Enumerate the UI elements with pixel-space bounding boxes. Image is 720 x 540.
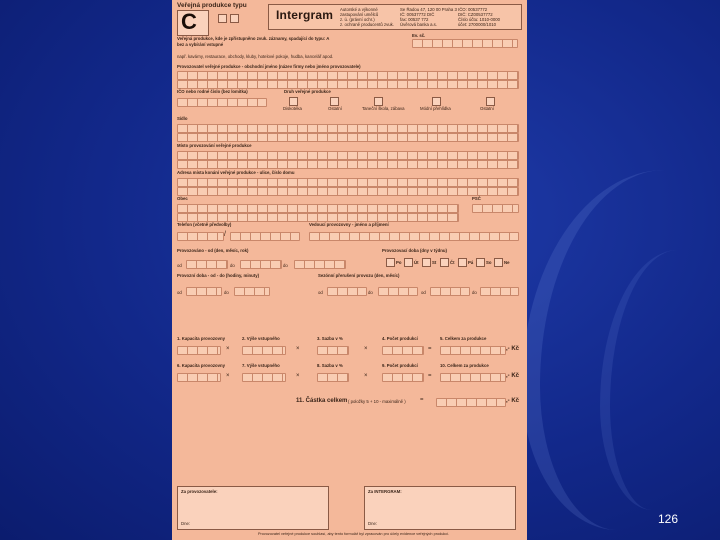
times-sign: × — [364, 373, 368, 379]
day-label: St — [432, 260, 437, 265]
day-label: Čt — [450, 260, 455, 265]
psc-field[interactable] — [472, 204, 519, 213]
entry-fee-field[interactable] — [242, 373, 286, 382]
entry-fee-field[interactable] — [242, 346, 286, 355]
day-checkbox[interactable] — [458, 258, 467, 267]
signature-label: Za INTERGRAM: — [368, 489, 402, 494]
vedouci-field[interactable] — [309, 232, 519, 241]
total-field[interactable] — [440, 346, 506, 355]
sezonni-label: Sezónní přerušení provozu (den, měsíc) — [318, 273, 400, 278]
calc-label: 9. Počet produkcí — [382, 363, 418, 368]
date-to-field[interactable] — [240, 260, 282, 269]
provozovano-label: Provozováno - od (den, měsíc, rok) — [177, 248, 249, 253]
form-title: Veřejná produkce typu — [177, 2, 247, 9]
intro-line: bez a vybírání vstupné — [177, 42, 224, 47]
season-to-field[interactable] — [378, 287, 418, 296]
telefon-field[interactable] — [230, 232, 300, 241]
calc-label: 5. Celkem za produkce — [440, 336, 487, 341]
provozni-doba-label: Provozní doba - od - do (hodiny, minuty) — [177, 273, 260, 278]
slash: / — [224, 231, 226, 238]
signature-box-intergram[interactable] — [364, 486, 516, 530]
do-label: do — [472, 290, 477, 295]
druh-option: Taneční škola, zábava — [362, 106, 405, 111]
day-label: So — [486, 260, 492, 265]
total-label: 11. Částka celkem — [296, 398, 348, 404]
calc-label: 8. Sazba v % — [317, 363, 343, 368]
date-from-field[interactable] — [186, 260, 228, 269]
druh-option: Módní přehlídka — [420, 106, 451, 111]
adresa-label: Adresa místa konání veřejné produkce - ulice, číslo domu — [177, 170, 295, 175]
signature-box-operator[interactable] — [177, 486, 329, 530]
intro-line: např. kavárny, restaurace, obchody, kluby, hotelové pokoje, hudba, kancelář apod. — [177, 54, 334, 59]
druh-label: Druh veřejné produkce — [284, 89, 331, 94]
times-sign: × — [296, 373, 300, 379]
currency-label: ,- Kč — [506, 398, 520, 404]
day-checkbox[interactable] — [422, 258, 431, 267]
druh-option: Diskotéka — [283, 106, 302, 111]
telefon-prefix-field[interactable] — [177, 232, 224, 241]
vedouci-label: Vedoucí provozovny - jméno a příjmení — [309, 222, 389, 227]
druh-checkbox[interactable] — [432, 97, 441, 106]
grand-total-field[interactable] — [436, 398, 506, 407]
ico-label: IČO nebo rodné číslo (bez lomítka) — [177, 89, 248, 94]
calc-label: 4. Počet produkcí — [382, 336, 418, 341]
od-label: od — [318, 290, 323, 295]
calc-label: 6. Kapacita provozovny — [177, 363, 225, 368]
total-field[interactable] — [440, 373, 506, 382]
currency-label: ,- Kč — [506, 373, 520, 379]
day-checkbox[interactable] — [440, 258, 449, 267]
druh-option: Ostatní — [480, 106, 494, 111]
footer-note: Provozovatel veřejné produkce souhlasí, aby tento formulář byl zpracován pro účely evidence veřejných produkcí. — [258, 532, 450, 536]
checkbox[interactable] — [230, 14, 239, 23]
document-form — [172, 0, 527, 540]
date-label: Dne: — [368, 521, 378, 526]
signature-label: Za provozovatele: — [181, 489, 218, 494]
header-col-3: IČO: 00537772 DIČ: CZ00537772 Číslo účtu: 1010-0000 účet: 2700000/1010 — [458, 7, 501, 27]
day-label: Út — [414, 260, 419, 265]
do-label: do — [224, 290, 229, 295]
date-label: Dne: — [181, 521, 191, 526]
day-checkbox[interactable] — [386, 258, 395, 267]
equals-sign: = — [428, 346, 432, 352]
times-sign: × — [296, 346, 300, 352]
provozovaci-doba-label: Provozovací doba (dny v týdnu) — [382, 248, 447, 253]
time-from-field[interactable] — [186, 287, 222, 296]
druh-option: Ostatní — [328, 106, 342, 111]
obec-label: Obec — [177, 196, 188, 201]
adresa-field[interactable] — [177, 187, 519, 196]
od-label: od — [421, 290, 426, 295]
telefon-label: Telefon (včetně předvolby) — [177, 222, 232, 227]
druh-checkbox[interactable] — [289, 97, 298, 106]
day-checkbox[interactable] — [476, 258, 485, 267]
season-to-field[interactable] — [480, 287, 519, 296]
psc-label: PSČ — [472, 196, 481, 201]
currency-label: ,- Kč — [506, 346, 520, 352]
day-label: Pá — [468, 260, 474, 265]
type-letter: C — [181, 9, 197, 34]
sidlo-field[interactable] — [177, 124, 519, 133]
header-col-2: Se Řadou 47, 120 00 Praha 3 IČ: 00537772 DIČ fax: 00537 772 Úvěrová banka a.s. — [400, 7, 457, 27]
provozovatel-field[interactable] — [177, 71, 519, 80]
obec-field[interactable] — [177, 204, 459, 213]
times-sign: × — [364, 346, 368, 352]
intergram-logo: Intergram — [276, 8, 334, 22]
count-field[interactable] — [382, 346, 424, 355]
misto-field[interactable] — [177, 160, 519, 169]
equals-sign: = — [420, 397, 424, 403]
ev-label: Ev. sč. — [412, 33, 426, 38]
season-from-field[interactable] — [430, 287, 470, 296]
do-label: do — [283, 263, 288, 268]
druh-checkbox[interactable] — [486, 97, 495, 106]
day-checkbox[interactable] — [494, 258, 503, 267]
day-label: Po — [396, 260, 402, 265]
day-checkbox[interactable] — [404, 258, 413, 267]
capacity-field[interactable] — [177, 373, 221, 382]
ev-field[interactable] — [412, 39, 518, 48]
capacity-field[interactable] — [177, 346, 221, 355]
misto-field[interactable] — [177, 151, 519, 160]
type-box — [177, 10, 209, 36]
times-sign: × — [226, 346, 230, 352]
times-sign: × — [226, 373, 230, 379]
intro-line: Veřejná produkce, kde je zpřístupněno zvuk. záznamy, spadající do typu: A — [177, 36, 330, 41]
page-number: 126 — [658, 512, 679, 526]
sidlo-label: Sídlo — [177, 116, 188, 121]
count-field[interactable] — [382, 373, 424, 382]
calc-label: 2. Výše vstupného — [242, 336, 280, 341]
calc-label: 1. Kapacita provozovny — [177, 336, 225, 341]
do-label: do — [368, 290, 373, 295]
druh-checkbox[interactable] — [330, 97, 339, 106]
header-col-1: Autorské a výkonné zastupování umělců z. ú. (právní ochr.) z. ochraně producentů zvuk. — [340, 7, 394, 27]
date-to-field[interactable] — [294, 260, 346, 269]
provozovatel-label: Provozovatel veřejné produkce - obchodní jméno (název firmy nebo jméno provozovatele) — [177, 64, 361, 69]
sidlo-field[interactable] — [177, 133, 519, 142]
total-note: ( položky 5 + 10 - maximálně ) — [348, 399, 406, 404]
rate-field[interactable] — [317, 373, 349, 382]
calc-label: 7. Výše vstupného — [242, 363, 280, 368]
time-to-field[interactable] — [234, 287, 270, 296]
rate-field[interactable] — [317, 346, 349, 355]
equals-sign: = — [428, 373, 432, 379]
adresa-field[interactable] — [177, 178, 519, 187]
provozovatel-field[interactable] — [177, 80, 519, 89]
obec-field[interactable] — [177, 213, 459, 222]
calc-label: 3. Sazba v % — [317, 336, 343, 341]
do-label: do — [230, 263, 235, 268]
calc-label: 10. Celkem za produkce — [440, 363, 489, 368]
od-label: od — [177, 290, 182, 295]
misto-label: Místo provozování veřejné produkce — [177, 143, 252, 148]
ico-field[interactable] — [177, 98, 267, 107]
season-from-field[interactable] — [327, 287, 367, 296]
od-label: od — [177, 263, 182, 268]
day-label: Ne — [504, 260, 510, 265]
checkbox[interactable] — [218, 14, 227, 23]
druh-checkbox[interactable] — [374, 97, 383, 106]
